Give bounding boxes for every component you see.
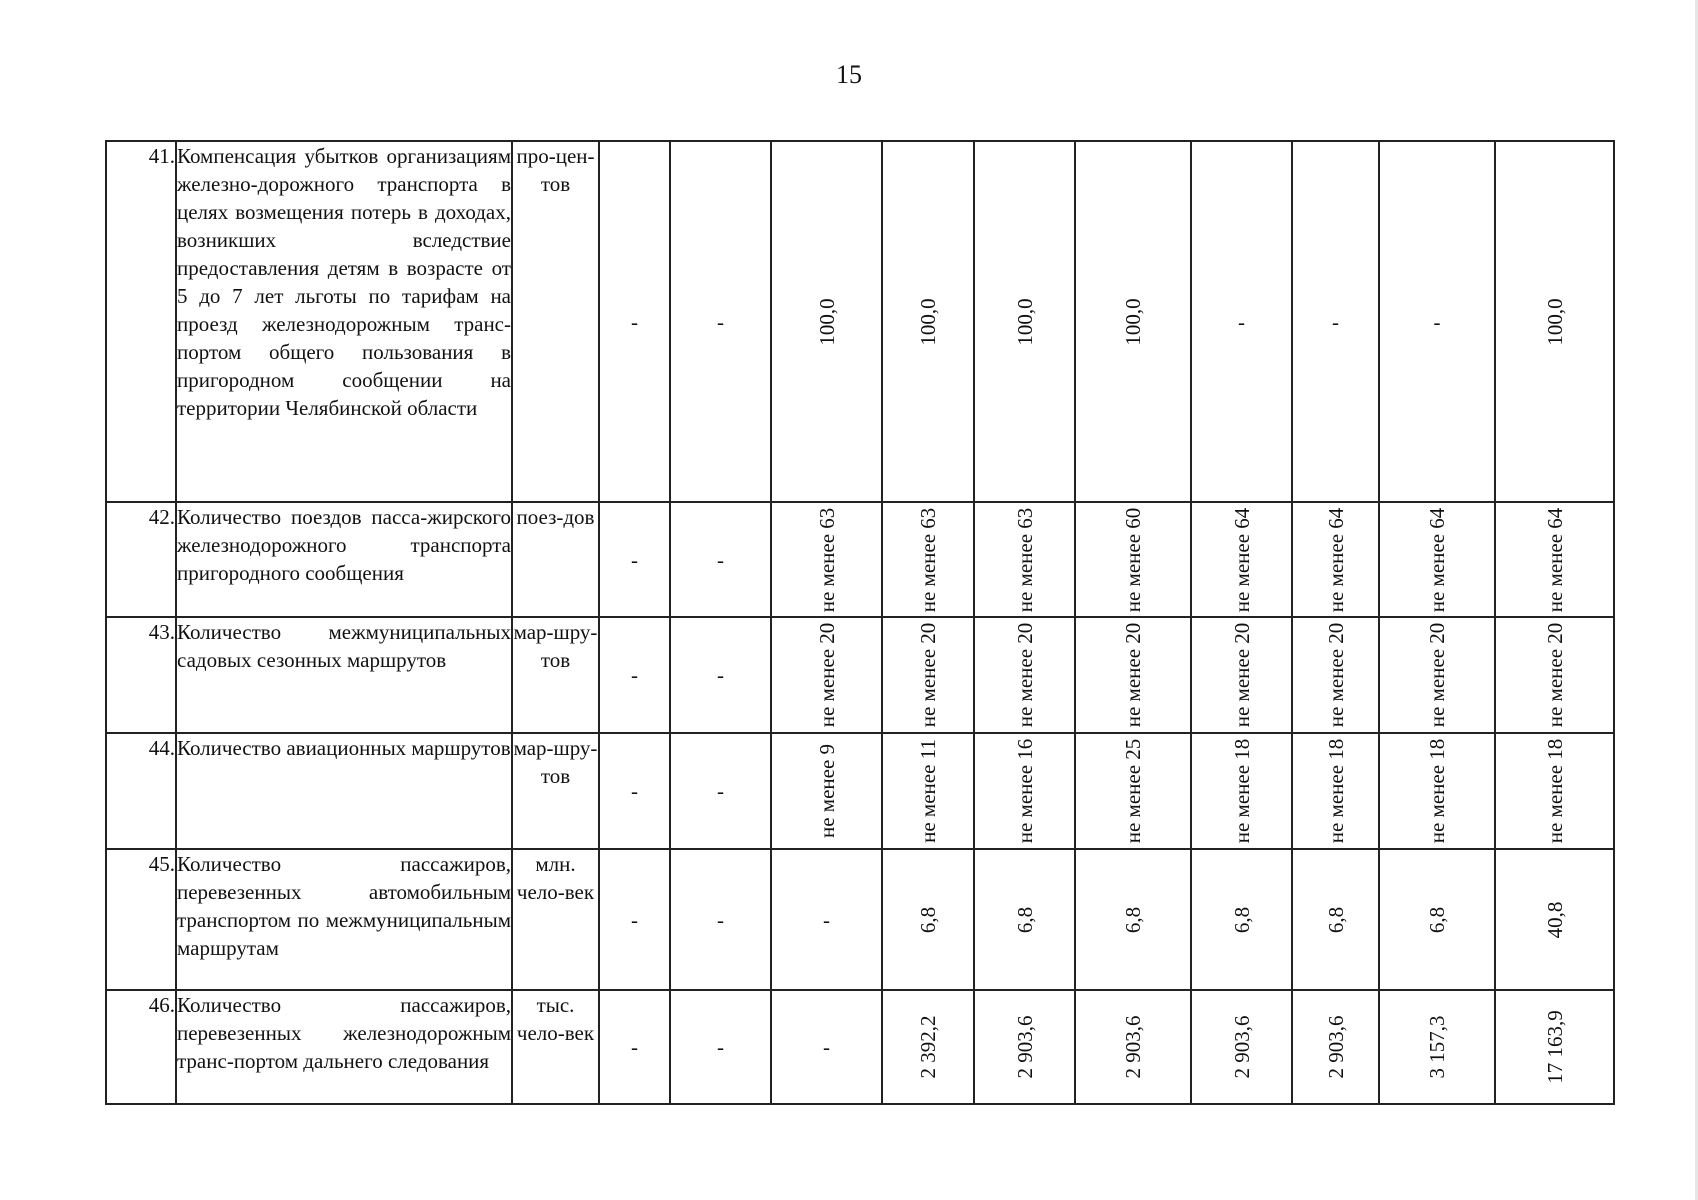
value-cell — [599, 733, 670, 849]
row-number: 43. — [106, 617, 176, 733]
table-body — [106, 141, 1614, 1104]
value-text: 100,0 — [814, 297, 839, 346]
value-cell — [670, 502, 771, 617]
value-text: не менее 20 — [1229, 622, 1254, 728]
value-cell — [599, 141, 670, 502]
value-text: 2 392,2 — [916, 1015, 940, 1079]
table-row — [106, 617, 1614, 733]
value-text: 100,0 — [916, 297, 940, 346]
value-cell — [1495, 849, 1614, 990]
value-text: 2 903,6 — [1229, 1015, 1254, 1079]
value-cell — [670, 617, 771, 733]
value-text: - — [717, 309, 724, 334]
value-text: 3 157,3 — [1425, 1015, 1449, 1079]
value-cell — [1379, 141, 1495, 502]
value-text: 2 903,6 — [1121, 1015, 1145, 1079]
value-cell — [599, 990, 670, 1104]
value-text: 2 903,6 — [1323, 1015, 1348, 1079]
value-text: не менее 18 — [1323, 738, 1348, 844]
indicator-name: Компенсация убытков организациям железно-дорожного транспорта в целях возмещения потерь в доходах, возникших вследствие предоставления детям в возрасте от 5 до 7 лет льготы по тарифам на проезд железнодорожным транс-портом общего пользования в пригородном сообщении на территории Челябинской области — [176, 141, 512, 502]
value-text: 6,8 — [916, 906, 940, 933]
value-cell — [1379, 849, 1495, 990]
value-cell — [1495, 141, 1614, 502]
value-cell — [599, 849, 670, 990]
value-text: 100,0 — [1012, 297, 1037, 346]
value-text: не менее 20 — [814, 622, 839, 728]
value-cell — [1075, 849, 1191, 990]
value-cell — [1292, 733, 1379, 849]
value-cell — [1379, 990, 1495, 1104]
value-text: 17 163,9 — [1542, 1010, 1567, 1084]
value-text: не менее 20 — [1012, 622, 1037, 728]
value-cell — [882, 141, 974, 502]
indicator-name: Количество пассажиров, перевезенных железнодорожным транс-портом дальнего следования — [176, 990, 512, 1104]
value-text: - — [823, 907, 830, 932]
value-text: не менее 20 — [916, 622, 940, 728]
value-cell — [1292, 141, 1379, 502]
value-cell — [1191, 733, 1292, 849]
value-text: не менее 18 — [1425, 738, 1449, 844]
unit-cell: мар-шру-тов — [512, 617, 599, 733]
value-text: - — [631, 907, 638, 932]
value-cell — [974, 141, 1075, 502]
value-text: - — [631, 1035, 638, 1059]
value-cell — [1191, 849, 1292, 990]
value-text: не менее 25 — [1121, 738, 1145, 844]
table-row — [106, 733, 1614, 849]
value-text: не менее 63 — [814, 507, 839, 612]
value-cell — [1495, 502, 1614, 617]
value-text: не менее 16 — [1012, 738, 1037, 844]
value-text: - — [717, 547, 724, 572]
value-text: - — [823, 1035, 830, 1059]
value-cell — [670, 849, 771, 990]
value-cell — [1292, 849, 1379, 990]
row-number: 42. — [106, 502, 176, 617]
value-cell — [882, 617, 974, 733]
value-cell — [974, 502, 1075, 617]
unit-cell: мар-шру-тов — [512, 733, 599, 849]
value-cell — [1075, 141, 1191, 502]
value-text: 6,8 — [1229, 906, 1254, 933]
value-cell — [599, 502, 670, 617]
value-text: не менее 11 — [916, 739, 940, 843]
value-cell — [670, 733, 771, 849]
value-cell — [771, 502, 882, 617]
value-text: - — [631, 663, 638, 687]
value-text: не менее 9 — [814, 743, 839, 839]
unit-cell: млн. чело-век — [512, 849, 599, 990]
table-row — [106, 141, 1614, 502]
value-cell — [974, 849, 1075, 990]
value-text: - — [717, 779, 724, 803]
row-number: 44. — [106, 733, 176, 849]
value-text: не менее 63 — [1012, 507, 1037, 612]
indicator-name: Количество поездов пасса-жирского железнодорожного транспорта пригородного сообщения — [176, 502, 512, 617]
value-cell — [670, 990, 771, 1104]
value-text: - — [631, 547, 638, 572]
indicators-table — [105, 140, 1615, 1105]
value-cell — [882, 990, 974, 1104]
value-cell — [771, 849, 882, 990]
value-text: не менее 60 — [1121, 507, 1145, 612]
value-cell — [974, 990, 1075, 1104]
value-cell — [771, 733, 882, 849]
value-cell — [1495, 617, 1614, 733]
table-row — [106, 990, 1614, 1104]
value-text: не менее 63 — [916, 507, 940, 612]
value-text: не менее 64 — [1425, 507, 1449, 612]
value-cell — [1495, 990, 1614, 1104]
value-cell — [1379, 733, 1495, 849]
value-text: 6,8 — [1012, 906, 1037, 933]
unit-cell: тыс. чело-век — [512, 990, 599, 1104]
value-cell — [882, 733, 974, 849]
value-text: не менее 20 — [1542, 622, 1567, 728]
value-cell — [974, 733, 1075, 849]
value-text: 6,8 — [1323, 906, 1348, 933]
value-text: - — [1238, 309, 1245, 334]
value-cell — [1292, 617, 1379, 733]
value-text: - — [631, 779, 638, 803]
value-text: 100,0 — [1542, 297, 1567, 346]
value-cell — [1191, 990, 1292, 1104]
row-number: 45. — [106, 849, 176, 990]
value-cell — [1075, 502, 1191, 617]
value-text: 40,8 — [1542, 901, 1567, 938]
value-cell — [1379, 617, 1495, 733]
value-cell — [1379, 502, 1495, 617]
value-text: 100,0 — [1121, 297, 1145, 346]
value-cell — [1075, 733, 1191, 849]
value-text: не менее 64 — [1323, 507, 1348, 612]
page-number: 15 — [836, 60, 862, 89]
value-text: не менее 64 — [1229, 507, 1254, 612]
value-cell — [1191, 617, 1292, 733]
value-cell — [1191, 502, 1292, 617]
table-row — [106, 502, 1614, 617]
value-text: не менее 20 — [1323, 622, 1348, 728]
value-text: 6,8 — [1425, 906, 1449, 933]
value-cell — [1191, 141, 1292, 502]
value-text: - — [717, 907, 724, 932]
value-text: - — [717, 663, 724, 687]
value-text: не менее 20 — [1121, 622, 1145, 728]
value-cell — [882, 849, 974, 990]
value-cell — [771, 617, 882, 733]
value-text: - — [717, 1035, 724, 1059]
value-text: - — [1332, 309, 1339, 334]
value-text: не менее 18 — [1542, 738, 1567, 844]
value-text: - — [1433, 309, 1441, 334]
value-cell — [1292, 990, 1379, 1104]
indicator-name: Количество пассажиров, перевезенных автомобильным транспортом по межмуниципальным маршрутам — [176, 849, 512, 990]
value-cell — [1495, 733, 1614, 849]
value-cell — [599, 617, 670, 733]
value-cell — [1075, 617, 1191, 733]
indicator-name: Количество межмуниципальных садовых сезонных маршрутов — [176, 617, 512, 733]
value-cell — [974, 617, 1075, 733]
value-text: не менее 18 — [1229, 738, 1254, 844]
value-cell — [1292, 502, 1379, 617]
value-cell — [1075, 990, 1191, 1104]
value-cell — [670, 141, 771, 502]
value-cell — [771, 141, 882, 502]
value-text: 6,8 — [1121, 906, 1145, 933]
value-cell — [771, 990, 882, 1104]
value-text: - — [631, 309, 638, 334]
value-text: не менее 20 — [1425, 622, 1449, 728]
row-number: 46. — [106, 990, 176, 1104]
table-row — [106, 849, 1614, 990]
row-number: 41. — [106, 141, 176, 502]
value-text: 2 903,6 — [1012, 1015, 1037, 1079]
unit-cell: про-цен-тов — [512, 141, 599, 502]
value-text: не менее 64 — [1542, 507, 1567, 612]
value-cell — [882, 502, 974, 617]
indicator-name: Количество авиационных маршрутов — [176, 733, 512, 849]
unit-cell: поез-дов — [512, 502, 599, 617]
